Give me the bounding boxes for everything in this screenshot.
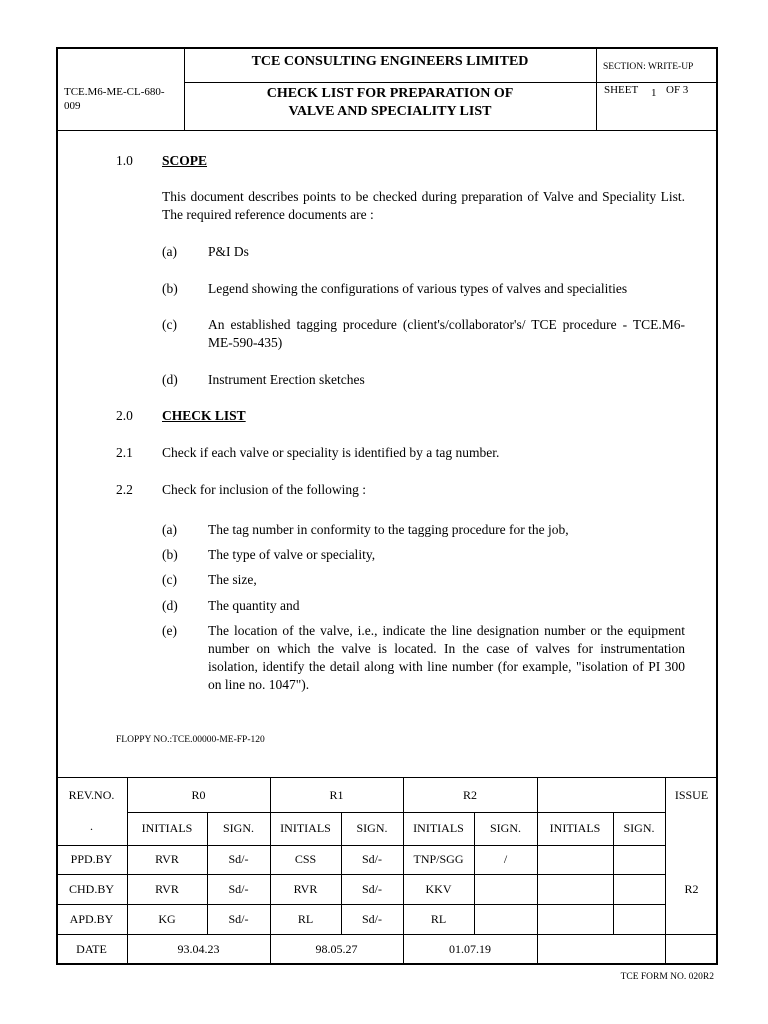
para-2-2-number: 2.2: [116, 482, 133, 497]
table-line: [56, 874, 666, 875]
table-vline: [665, 777, 666, 965]
sheet-total: OF 3: [666, 84, 689, 96]
initials-header: INITIALS: [141, 821, 193, 835]
table-vline: [127, 777, 128, 965]
table-vline: [537, 777, 538, 965]
title-line-2: VALVE AND SPECIALITY LIST: [288, 104, 492, 119]
scope-intro: This document describes points to be checked during preparation of Valve and Speciality List. The required reference documents are :: [162, 189, 685, 222]
rev-r0: R0: [191, 788, 206, 802]
table-cell: Sd/-: [361, 912, 382, 926]
scope-item-text: An established tagging procedure (client's/collaborator's/ TCE procedure - TCE.M6-ME-590-435): [208, 317, 685, 350]
scope-item-text: P&I Ds: [208, 244, 249, 259]
table-cell: KKV: [425, 882, 452, 896]
check-item-label: (a): [162, 522, 177, 537]
table-cell: Sd/-: [228, 882, 249, 896]
row-label-chd: CHD.BY: [68, 882, 114, 896]
sign-header: SIGN.: [356, 821, 388, 835]
rev-r1: R1: [329, 788, 344, 802]
section-label: SECTION: WRITE-UP: [603, 62, 694, 72]
table-line: [56, 934, 718, 935]
sign-header: SIGN.: [623, 821, 655, 835]
table-cell: RVR: [293, 882, 318, 896]
table-cell: RVR: [155, 882, 179, 896]
table-cell: Sd/-: [361, 882, 382, 896]
document-title: [184, 85, 596, 121]
scope-item-label: (b): [162, 281, 178, 296]
row-label-ppd: PPD.BY: [70, 852, 113, 866]
scope-item-label: (d): [162, 372, 178, 387]
check-item-text: The size,: [208, 572, 257, 587]
date-r2: 01.07.19: [449, 942, 491, 956]
company-name: TCE CONSULTING ENGINEERS LIMITED: [251, 54, 529, 69]
form-number: TCE FORM NO. 020R2: [620, 972, 714, 982]
scope-item-label: (a): [162, 244, 177, 259]
check-item-label: (d): [162, 598, 178, 613]
row-label-date: DATE: [76, 942, 107, 956]
initials-header: INITIALS: [413, 821, 464, 835]
check-item-label: (c): [162, 572, 177, 587]
check-item-text: The location of the valve, i.e., indicate the line designation number or the equipment number on which the valve is located. In the case of valves for instrumentation isolation, identify the detail along with line number (for example, "isolation of PI 300 on line no. 1047").: [208, 623, 685, 692]
sign-header: SIGN.: [222, 821, 254, 835]
issue-label: ISSUE: [674, 788, 709, 802]
table-vline: [270, 777, 271, 965]
scope-item-label: (c): [162, 317, 177, 332]
table-cell: Sd/-: [361, 852, 382, 866]
table-line: [56, 845, 666, 846]
para-2-1-number: 2.1: [116, 445, 133, 460]
header-vline-right: [596, 47, 597, 131]
scope-number: 1.0: [116, 153, 133, 168]
rev-no-label: REV.NO.: [68, 788, 115, 802]
scope-heading: SCOPE: [162, 153, 208, 168]
checklist-heading: CHECK LIST: [162, 408, 246, 423]
document-number: TCE.M6-ME-CL-680-009: [64, 86, 165, 112]
title-line-1: CHECK LIST FOR PREPARATION OF: [266, 86, 514, 101]
sign-header: SIGN.: [489, 821, 521, 835]
table-cell: KG: [158, 912, 176, 926]
table-cell: RL: [297, 912, 314, 926]
sheet-number: 1: [651, 87, 657, 99]
table-cell: RL: [430, 912, 447, 926]
date-r1: 98.05.27: [315, 942, 358, 956]
scope-item-text: Legend showing the configurations of various types of valves and specialities: [208, 281, 628, 296]
check-item-text: The tag number in conformity to the tagging procedure for the job,: [208, 522, 569, 537]
initials-header: INITIALS: [549, 821, 601, 835]
rev-dot: .: [90, 819, 93, 833]
floppy-number: FLOPPY NO.:TCE.00000-ME-FP-120: [116, 735, 265, 745]
check-item-label: (b): [162, 547, 178, 562]
table-top-line: [56, 777, 718, 778]
table-cell: TNP/SGG: [413, 852, 464, 866]
issue-value: R2: [684, 882, 699, 896]
check-item-label: (e): [162, 623, 177, 638]
sheet-label: SHEET: [604, 84, 639, 96]
check-item-text: The type of valve or speciality,: [208, 547, 376, 562]
rev-r2: R2: [462, 788, 477, 802]
row-label-apd: APD.BY: [69, 912, 114, 926]
table-cell: Sd/-: [228, 912, 249, 926]
table-line: [56, 904, 666, 905]
para-2-2-text: Check for inclusion of the following :: [162, 482, 366, 497]
checklist-number: 2.0: [116, 408, 133, 423]
header-bottom-line: [56, 130, 718, 131]
table-cell: CSS: [294, 852, 317, 866]
initials-header: INITIALS: [280, 821, 331, 835]
table-cell: Sd/-: [228, 852, 249, 866]
header-divider: [184, 82, 718, 83]
check-item-text: The quantity and: [208, 598, 300, 613]
table-vline: [403, 777, 404, 965]
scope-item-text: Instrument Erection sketches: [208, 372, 365, 387]
date-r0: 93.04.23: [177, 942, 220, 956]
para-2-1-text: Check if each valve or speciality is identified by a tag number.: [162, 445, 500, 460]
table-cell: RVR: [155, 852, 179, 866]
table-cell: /: [503, 852, 508, 866]
